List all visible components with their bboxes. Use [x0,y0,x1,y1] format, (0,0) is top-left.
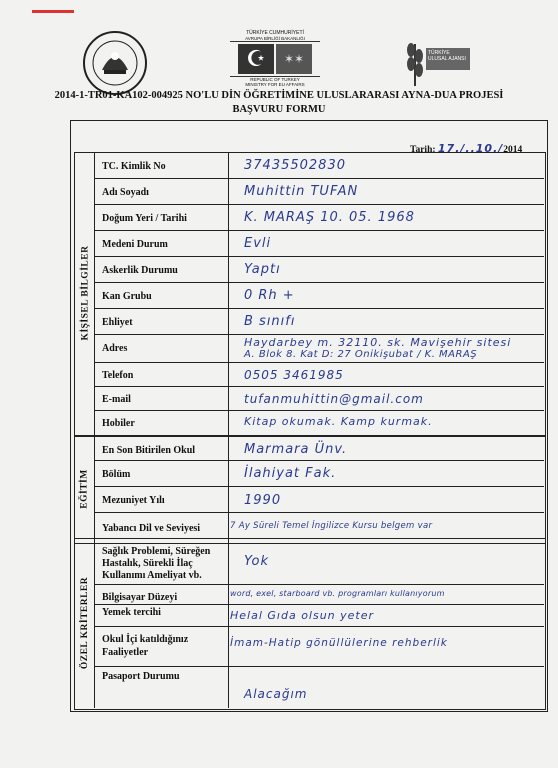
field-label: Ehliyet [102,317,133,328]
address-value-line1[interactable]: Haydarbey m. 32110. sk. Mavişehir sitesi [244,336,512,349]
eu-stars-icon: ✶✶ [276,44,312,74]
date-value[interactable]: 17./..10./ [437,142,504,155]
row-health [94,540,544,584]
field-label: Adı Soyadı [102,187,149,198]
field-label: Telefon [102,370,134,381]
section-title: EĞİTİM [80,469,90,509]
computer-value[interactable]: word, exel, starboard vb. programları kullanıyorum [230,589,445,598]
health-value[interactable]: Yok [244,554,269,569]
form-title-line2: BAŞVURU FORMU [232,104,326,115]
field-label: Bölüm [102,469,131,480]
logo-text-line: AVRUPA BİRLİĞİ BAKANLIĞI [230,36,320,42]
hobbies-value[interactable]: Kitap okumak. Kamp kurmak. [244,415,433,428]
date-year: 2014 [503,145,523,155]
field-label: Mezuniyet Yılı [102,495,165,506]
special-section-label [78,538,92,708]
field-label: En Son Bitirilen Okul [102,445,196,456]
field-label: Okul İçi katıldığınız Faaliyetler [102,634,189,658]
field-label: Bilgisayar Düzeyi [102,592,178,603]
field-label: Askerlik Durumu [102,265,178,276]
logo-text-line: REPUBLIC OF TURKEY [230,76,320,82]
row-activities [94,626,544,667]
graduation-value[interactable]: 1990 [244,493,282,508]
logo-text-line: TÜRKİYE CUMHURİYETİ [246,30,304,36]
row-language [94,512,544,539]
language-value[interactable]: 7 Ay Süreli Temel İngilizce Kursu belgem var [230,521,433,531]
field-label: Medeni Durum [102,239,168,250]
food-value[interactable]: Helal Gıda olsun yeter [230,609,375,622]
department-value[interactable]: İlahiyat Fak. [244,466,337,481]
agency-label: TÜRKİYE ULUSAL AJANSI [426,48,470,70]
field-label: Sağlık Problemi, Süreğen Hastalık, Sürekli İlaç Kullanımı Ameliyat vb. [102,546,211,581]
row-school [94,436,544,460]
row-address [94,334,544,363]
personal-section-label [78,152,92,434]
field-label: Hobiler [102,418,135,429]
license-value[interactable]: B sınıfı [244,314,296,329]
row-blood [94,282,544,309]
row-marital [94,230,544,257]
row-tc-no [94,152,544,179]
crescent-star-icon: ☪ [238,44,274,74]
field-label: Yemek tercihi [102,607,161,618]
field-label: Adres [102,343,128,354]
field-label: Pasaport Durumu [102,671,180,682]
row-department [94,460,544,487]
phone-value[interactable]: 0505 3461985 [244,368,344,382]
tc-no-value[interactable]: 37435502830 [244,158,346,173]
form-title-line1: 2014-1-TR01-KA102-004925 NO'LU DİN ÖĞRETİMİNE ULUSLARARASI AYNA-DUA PROJESİ [54,90,504,101]
row-computer [94,584,544,605]
marital-value[interactable]: Evli [244,236,272,251]
name-value[interactable]: Muhittin TUFAN [244,184,359,199]
row-phone [94,362,544,387]
email-value[interactable]: tufanmuhittin@gmail.com [244,392,424,406]
row-graduation [94,486,544,513]
section-title: ÖZEL KRİTERLER [80,576,91,670]
field-label: Yabancı Dil ve Seviyesi [102,523,201,534]
logo-text-line: MINISTRY FOR EU AFFAIRS [245,82,305,87]
row-food [94,604,544,627]
national-agency-logo [402,34,472,90]
row-name [94,178,544,205]
row-birth [94,204,544,231]
red-pen-mark [32,10,74,13]
field-label: Doğum Yeri / Tarihi [102,213,187,224]
passport-value[interactable]: Alacağım [244,687,308,701]
wheat-icon [402,36,428,86]
blood-value[interactable]: 0 Rh + [244,288,295,303]
school-seal-logo [82,30,148,96]
field-label: E-mail [102,394,131,405]
date-label: Tarih: [410,145,436,155]
row-military [94,256,544,283]
field-label: Kan Grubu [102,291,152,302]
row-license [94,308,544,335]
section-title: KİŞİSEL BİLGİLER [80,245,90,341]
row-email [94,386,544,411]
row-hobbies [94,410,544,435]
address-value-line2[interactable]: A. Blok 8. Kat D: 27 Onikişubat / K. MARAŞ [244,349,478,360]
military-value[interactable]: Yaptı [244,262,281,277]
field-label: TC. Kimlik No [102,161,166,172]
birth-value[interactable]: K. MARAŞ 10. 05. 1968 [244,210,415,225]
activities-value[interactable]: İmam-Hatip gönüllülerine rehberlik [230,637,448,649]
row-passport [94,666,544,709]
education-section-label [78,436,92,542]
school-value[interactable]: Marmara Ünv. [244,442,348,457]
